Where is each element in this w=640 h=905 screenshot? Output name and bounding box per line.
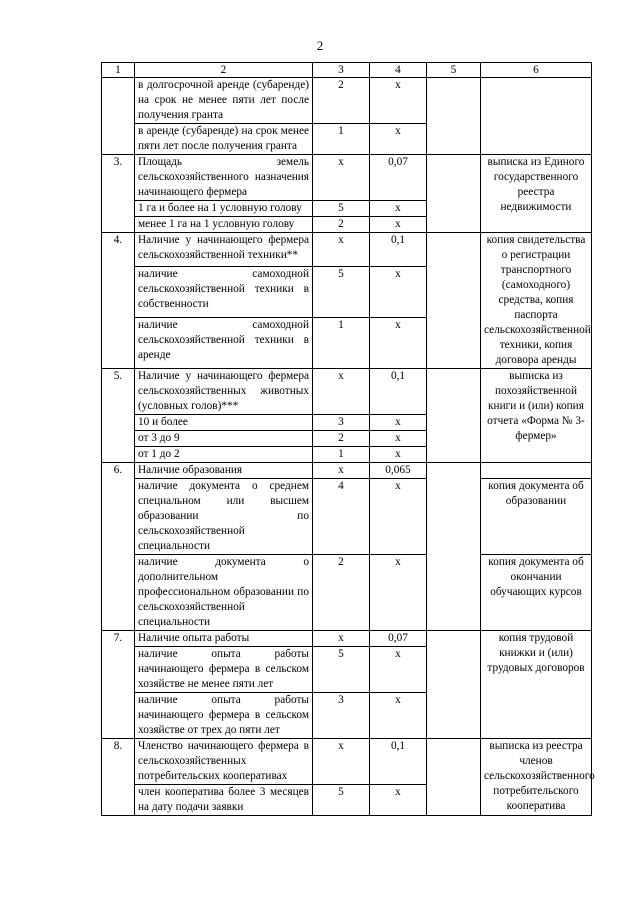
score: 5 bbox=[313, 267, 370, 318]
row-number: 8. bbox=[102, 739, 135, 816]
score: 2 bbox=[313, 555, 370, 631]
criterion-text: Наличие образования bbox=[135, 463, 313, 479]
weight: х bbox=[370, 555, 427, 631]
criterion-text: наличие документа о дополнительном профессиональном образовании по сельскохозяйственной специальности bbox=[135, 555, 313, 631]
document-cell: копия документа об окончании обучающих курсов bbox=[481, 555, 592, 631]
col5-cell bbox=[427, 631, 481, 739]
table-row bbox=[102, 155, 592, 201]
criterion-text: от 3 до 9 bbox=[135, 431, 313, 447]
score: 4 bbox=[313, 479, 370, 555]
header-cell: 4 bbox=[370, 63, 427, 78]
weight: 0,07 bbox=[370, 155, 427, 201]
document-cell: копия свидетельства о регистрации транспортного (самоходного) средства, копия паспорта сельскохозяйственной техники, копия договора аренды bbox=[481, 233, 592, 369]
score: 1 bbox=[313, 447, 370, 463]
score: х bbox=[313, 463, 370, 479]
criterion-text: Наличие у начинающего фермера сельскохозяйственной техники** bbox=[135, 233, 313, 267]
score: х bbox=[313, 739, 370, 785]
row-number: 4. bbox=[102, 233, 135, 369]
document-cell: выписка из реестра членов сельскохозяйственного потребительского кооператива bbox=[481, 739, 592, 816]
score: х bbox=[313, 369, 370, 415]
criterion-text: наличие опыта работы начинающего фермера в сельском хозяйстве не менее пяти лет bbox=[135, 647, 313, 693]
header-row bbox=[102, 63, 592, 78]
criterion-text: Наличие опыта работы bbox=[135, 631, 313, 647]
weight: 0,1 bbox=[370, 739, 427, 785]
weight: 0,07 bbox=[370, 631, 427, 647]
table-row bbox=[102, 463, 592, 479]
header-cell: 3 bbox=[313, 63, 370, 78]
criterion-text: наличие самоходной сельскохозяйственной техники в аренде bbox=[135, 318, 313, 369]
score: 2 bbox=[313, 217, 370, 233]
table-row bbox=[102, 631, 592, 647]
criterion-text: в долгосрочной аренде (субаренде) на срок не менее пяти лет после получения гранта bbox=[135, 78, 313, 124]
score: х bbox=[313, 631, 370, 647]
document-cell bbox=[481, 463, 592, 479]
weight: х bbox=[370, 647, 427, 693]
score: х bbox=[313, 155, 370, 201]
criterion-text: в аренде (субаренде) на срок менее пяти лет после получения гранта bbox=[135, 124, 313, 155]
document-cell: выписка из похозяйственной книги и (или) копия отчета «Форма № 3-фермер» bbox=[481, 369, 592, 463]
criteria-table bbox=[101, 62, 595, 816]
weight: 0,065 bbox=[370, 463, 427, 479]
criterion-text: наличие документа о среднем специальном или высшем образовании по сельскохозяйственной специальности bbox=[135, 479, 313, 555]
score: 3 bbox=[313, 415, 370, 431]
table-row bbox=[102, 739, 592, 785]
col5-cell bbox=[427, 739, 481, 816]
weight: 0,1 bbox=[370, 233, 427, 267]
criterion-text: Площадь земель сельскохозяйственного назначения начинающего фермера bbox=[135, 155, 313, 201]
criterion-text: наличие самоходной сельскохозяйственной техники в собственности bbox=[135, 267, 313, 318]
table-row bbox=[102, 78, 592, 124]
score: 3 bbox=[313, 693, 370, 739]
row-number: 7. bbox=[102, 631, 135, 739]
col5-cell bbox=[427, 78, 481, 155]
document-cell: выписка из Единого государственного реестра недвижимости bbox=[481, 155, 592, 233]
row-number: 5. bbox=[102, 369, 135, 463]
col5-cell bbox=[427, 463, 481, 631]
criterion-text: 1 га и более на 1 условную голову bbox=[135, 201, 313, 217]
weight: х bbox=[370, 124, 427, 155]
criterion-text: Членство начинающего фермера в сельскохозяйственных потребительских кооперативах bbox=[135, 739, 313, 785]
header-cell: 6 bbox=[481, 63, 592, 78]
criterion-text: от 1 до 2 bbox=[135, 447, 313, 463]
weight: х bbox=[370, 415, 427, 431]
score: 2 bbox=[313, 431, 370, 447]
weight: х bbox=[370, 217, 427, 233]
criterion-text: 10 и более bbox=[135, 415, 313, 431]
score: 5 bbox=[313, 647, 370, 693]
criterion-text: наличие опыта работы начинающего фермера в сельском хозяйстве от трех до пяти лет bbox=[135, 693, 313, 739]
col5-cell bbox=[427, 233, 481, 369]
row-number: 3. bbox=[102, 155, 135, 233]
weight: х bbox=[370, 78, 427, 124]
col5-cell bbox=[427, 155, 481, 233]
score: х bbox=[313, 233, 370, 267]
table-row bbox=[102, 555, 592, 631]
weight: х bbox=[370, 431, 427, 447]
weight: х bbox=[370, 267, 427, 318]
weight: х bbox=[370, 785, 427, 816]
header-cell: 2 bbox=[135, 63, 313, 78]
criterion-text: менее 1 га на 1 условную голову bbox=[135, 217, 313, 233]
weight: х bbox=[370, 447, 427, 463]
row-number: 6. bbox=[102, 463, 135, 631]
score: 5 bbox=[313, 201, 370, 217]
weight: 0,1 bbox=[370, 369, 427, 415]
weight: х bbox=[370, 693, 427, 739]
row-number bbox=[102, 78, 135, 155]
criterion-text: член кооператива более 3 месяцев на дату подачи заявки bbox=[135, 785, 313, 816]
weight: х bbox=[370, 201, 427, 217]
weight: х bbox=[370, 479, 427, 555]
score: 1 bbox=[313, 318, 370, 369]
document-cell: копия трудовой книжки и (или) трудовых договоров bbox=[481, 631, 592, 739]
score: 5 bbox=[313, 785, 370, 816]
score: 1 bbox=[313, 124, 370, 155]
document-cell: копия документа об образовании bbox=[481, 479, 592, 555]
table-row bbox=[102, 479, 592, 555]
header-cell: 1 bbox=[102, 63, 135, 78]
score: 2 bbox=[313, 78, 370, 124]
header-cell: 5 bbox=[427, 63, 481, 78]
document-cell bbox=[481, 78, 592, 155]
criterion-text: Наличие у начинающего фермера сельскохозяйственных животных (условных голов)*** bbox=[135, 369, 313, 415]
page-number: 2 bbox=[316, 38, 324, 53]
weight: х bbox=[370, 318, 427, 369]
table-row bbox=[102, 233, 592, 267]
col5-cell bbox=[427, 369, 481, 463]
table-row bbox=[102, 369, 592, 415]
